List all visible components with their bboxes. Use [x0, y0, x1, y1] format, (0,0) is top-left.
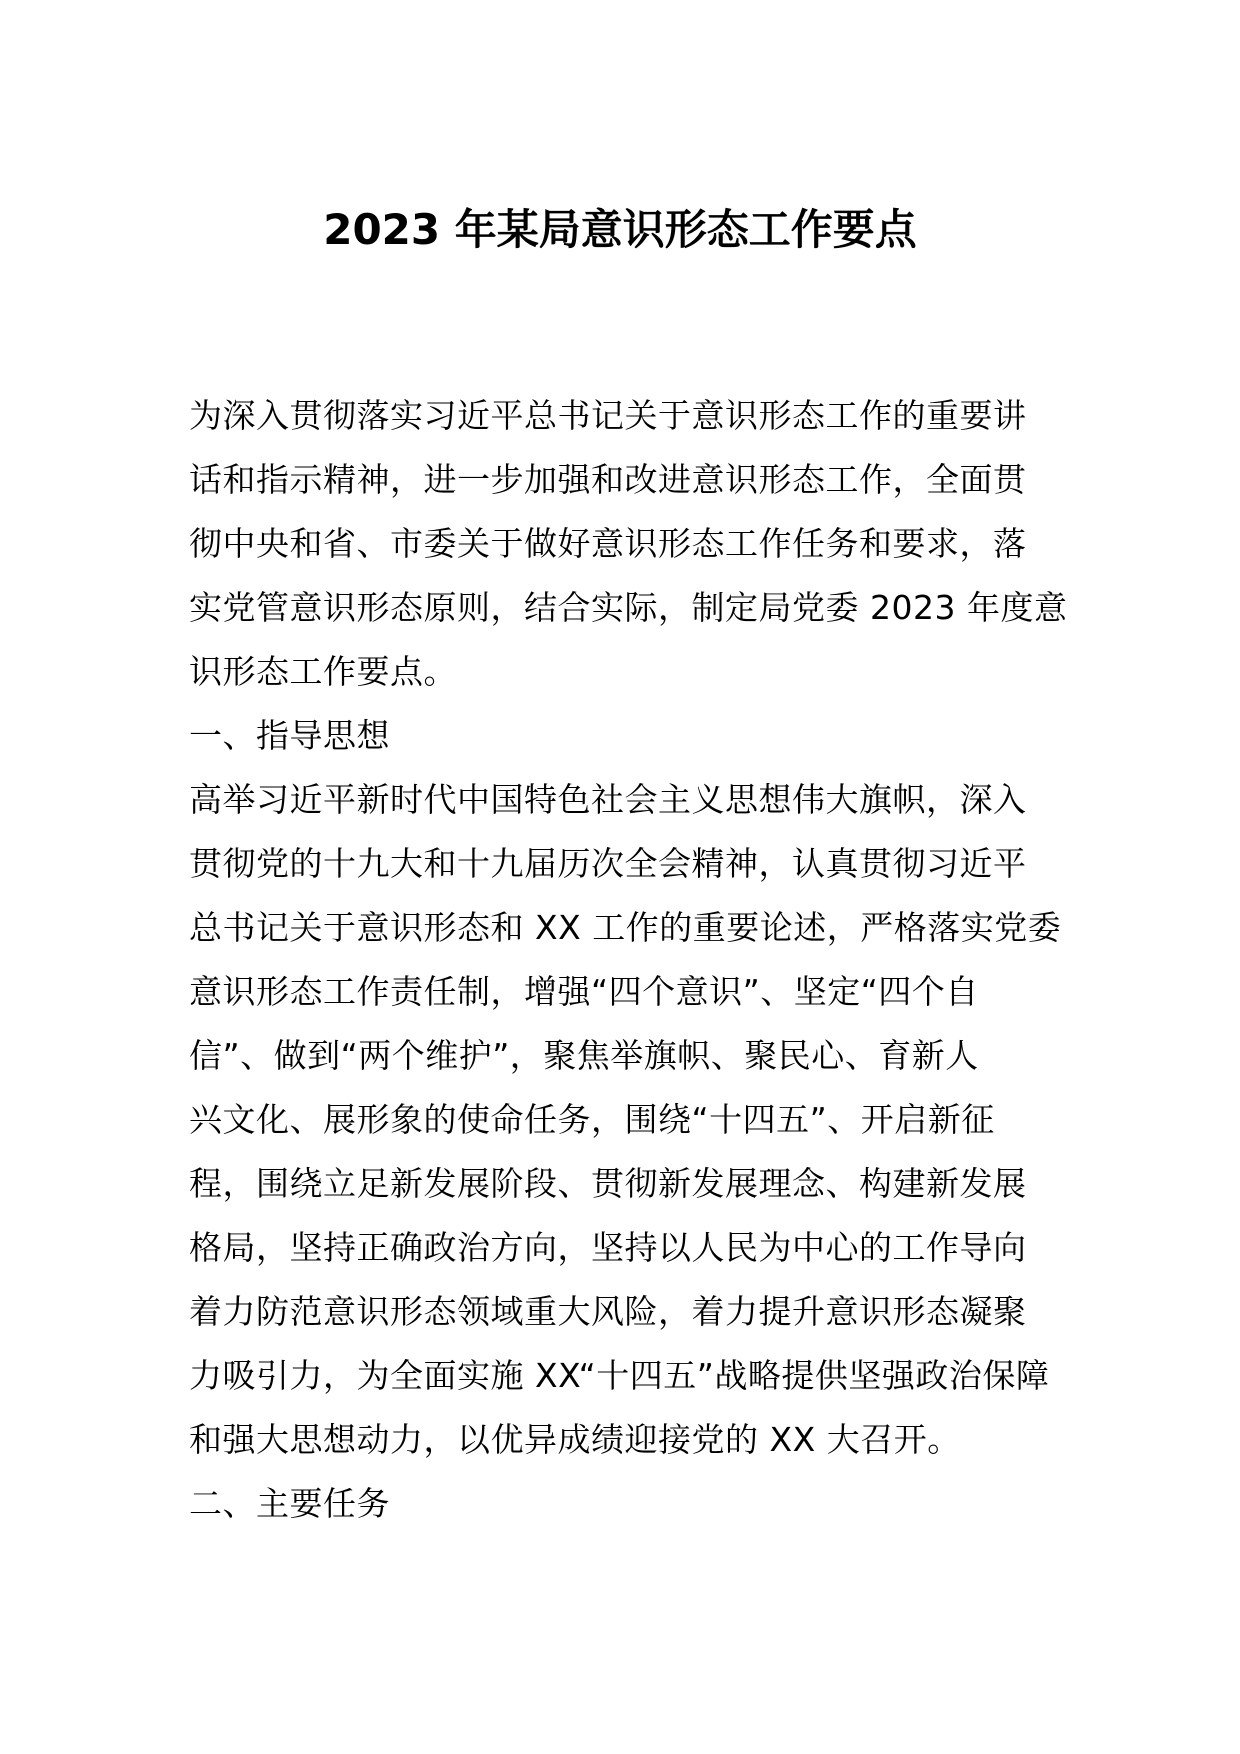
paragraph-line: 意识形态工作责任制，增强“四个意识”、坚定“四个自 [189, 972, 979, 1011]
paragraph-line: 程，围绕立足新发展阶段、贯彻新发展理念、构建新发展 [189, 1164, 1027, 1203]
section-heading: 一、指导思想 [189, 716, 390, 755]
paragraph-line: 实党管意识形态原则，结合实际，制定局党委 2023 年度意 [189, 588, 1068, 627]
paragraph-line: 信”、做到“两个维护”，聚焦举旗帜、聚民心、育新人 [189, 1036, 979, 1075]
section-heading: 二、主要任务 [189, 1484, 390, 1523]
paragraph-line: 力吸引力，为全面实施 XX“十四五”战略提供坚强政治保障 [189, 1356, 1050, 1395]
paragraph-line: 高举习近平新时代中国特色社会主义思想伟大旗帜，深入 [189, 780, 1027, 819]
paragraph-line: 识形态工作要点。 [189, 652, 457, 691]
paragraph-line: 贯彻党的十九大和十九届历次全会精神，认真贯彻习近平 [189, 844, 1027, 883]
paragraph-line: 总书记关于意识形态和 XX 工作的重要论述，严格落实党委 [189, 908, 1062, 947]
paragraph-line: 话和指示精神，进一步加强和改进意识形态工作，全面贯 [189, 460, 1027, 499]
paragraph-line: 兴文化、展形象的使命任务，围绕“十四五”、开启新征 [189, 1100, 995, 1139]
paragraph-line: 彻中央和省、市委关于做好意识形态工作任务和要求，落 [189, 524, 1027, 563]
paragraph-line: 着力防范意识形态领域重大风险，着力提升意识形态凝聚 [189, 1292, 1027, 1331]
paragraph-line: 和强大思想动力，以优异成绩迎接党的 XX 大召开。 [189, 1420, 961, 1459]
paragraph-line: 格局，坚持正确政治方向，坚持以人民为中心的工作导向 [189, 1228, 1027, 1267]
document-title: 2023 年某局意识形态工作要点 [323, 205, 917, 254]
paragraph-line: 为深入贯彻落实习近平总书记关于意识形态工作的重要讲 [189, 396, 1027, 435]
